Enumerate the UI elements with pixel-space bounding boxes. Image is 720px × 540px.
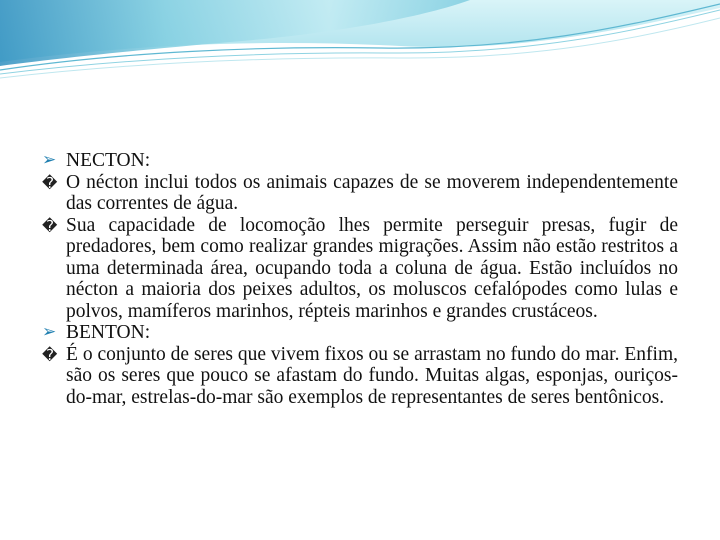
paragraph-necton-definition <box>42 172 678 215</box>
missing-glyph-box-icon: � <box>42 173 58 192</box>
missing-glyph-box-icon: � <box>42 345 58 364</box>
slide-body <box>42 150 678 408</box>
wave-header-decoration <box>0 0 720 90</box>
arrow-bullet-icon: ➢ <box>42 150 57 170</box>
paragraph-text: É o conjunto de seres que vivem fixos ou se arrastam no fundo do mar. Enfim, são os seres que pouco se afastam do fundo. Muitas algas, esponjas, ouriços-do-mar, estrelas-do-mar são exemplos de representantes de seres bentônicos. <box>66 343 678 408</box>
heading-benton-text: BENTON: <box>66 322 151 343</box>
heading-necton <box>42 150 678 172</box>
heading-benton <box>42 322 678 344</box>
arrow-bullet-icon: ➢ <box>42 322 57 342</box>
paragraph-benton-definition <box>42 344 678 409</box>
heading-necton-text: NECTON: <box>66 150 151 171</box>
paragraph-necton-locomotion <box>42 215 678 323</box>
missing-glyph-box-icon: � <box>42 216 58 235</box>
paragraph-text: O nécton inclui todos os animais capazes de se moverem independentemente das correntes de água. <box>66 171 678 214</box>
paragraph-text: Sua capacidade de locomoção lhes permite perseguir presas, fugir de predadores, bem como realizar grandes migrações. Assim não estão restritos a uma determinada área, ocupando toda a coluna de água. Estão incluídos no nécton a maioria dos peixes adultos, os moluscos cefalópodes como lulas e polvos, mamíferos marinhos, répteis marinhos e grandes crustáceos. <box>66 214 678 322</box>
